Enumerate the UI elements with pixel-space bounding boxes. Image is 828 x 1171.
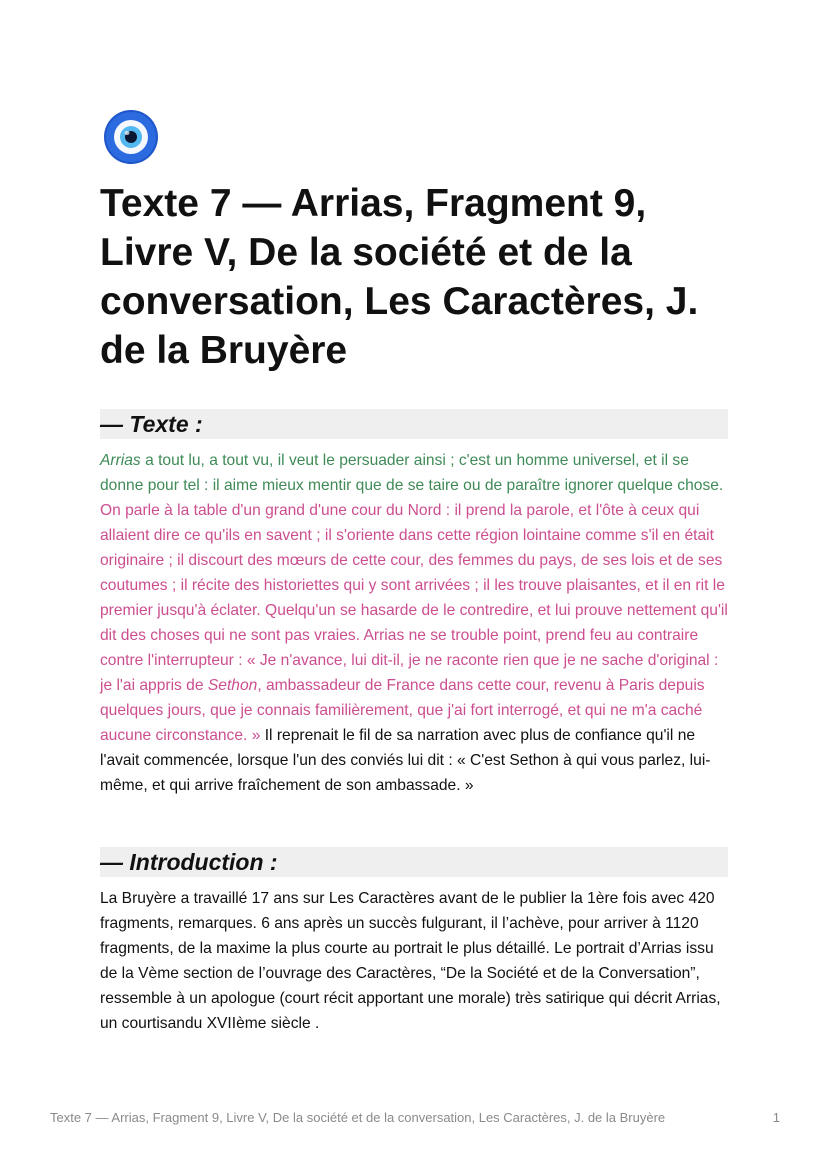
page-number: 1 <box>772 1110 780 1125</box>
texte-sentence-2a: On parle à la table d'un grand d'une cour du Nord : il prend la parole, et l'ôte à ceux qui allaient dire ce qu'ils en savent ; il s'oriente dans cette région lointaine comme s'il en était originaire ; il discourt des mœurs de cette cour, des femmes du pays, de ses lois et de ses coutumes ; il récite des historiettes qui y sont arrivées ; il les trouve plaisantes, et il en rit le premier jusqu'à éclater. Quelqu'un se hasarde de le contredire, et lui prouve nettement qu'il dit des choses qui ne sont pas vraies. Arrias ne se trouble point, prend feu au contraire contre l'interrupteur : « Je n'avance, lui dit-il, je ne raconte rien que je ne sache d'original : je l'ai appris de <box>100 502 728 694</box>
texte-sentence-2b: , ambassadeur de France dans cette cour, revenu à Paris depuis quelques jours, que je connais familièrement, que j'ai fort interrogé, et qui ne m'a caché aucune circonstance. » <box>100 677 705 744</box>
texte-sentence-1: a tout lu, a tout vu, il veut le persuader ainsi ; c'est un homme universel, et il se donne pour tel : il aime mieux mentir que de se taire ou de paraître ignorer quelque chose. <box>100 452 724 494</box>
texte-body <box>100 448 732 798</box>
sethon-name: Sethon <box>207 677 258 694</box>
page-title: Texte 7 — Arrias, Fragment 9, Livre V, De la société et de la conversation, Les Caractères, J. de la Bruyère <box>100 182 699 372</box>
introduction-body: La Bruyère a travaillé 17 ans sur Les Caractères avant de le publier la 1ère fois avec 420 fragments, remarques. 6 ans après un succès fulgurant, il l’achève, pour arriver à 1120 fragments, de la maxime la plus courte au portrait le plus détaillé. Le portrait d’Arrias issu de la Vème section de l’ouvrage des Caractères, “De la Société et de la Conversation”, ressemble à un apologue (court récit apportant une morale) très satirique qui décrit Arrias, un courtisandu XVIIème siècle . <box>100 890 721 1032</box>
introduction-heading: — Introduction : <box>100 847 728 877</box>
footer-title: Texte 7 — Arrias, Fragment 9, Livre V, De la société et de la conversation, Les Caractères, J. de la Bruyère <box>50 1110 666 1125</box>
nazar-eye-icon <box>103 109 159 165</box>
arrias-name: Arrias <box>100 452 141 469</box>
texte-sentence-3: Il reprenait le fil de sa narration avec plus de confiance qu'il ne l'avait commencée, lorsque l'un des conviés lui dit : « C'est Sethon à qui vous parlez, lui-même, et qui arrive fraîchement de son ambassade. » <box>100 727 711 794</box>
page-footer <box>50 1109 780 1127</box>
texte-heading: — Texte : <box>100 409 728 439</box>
